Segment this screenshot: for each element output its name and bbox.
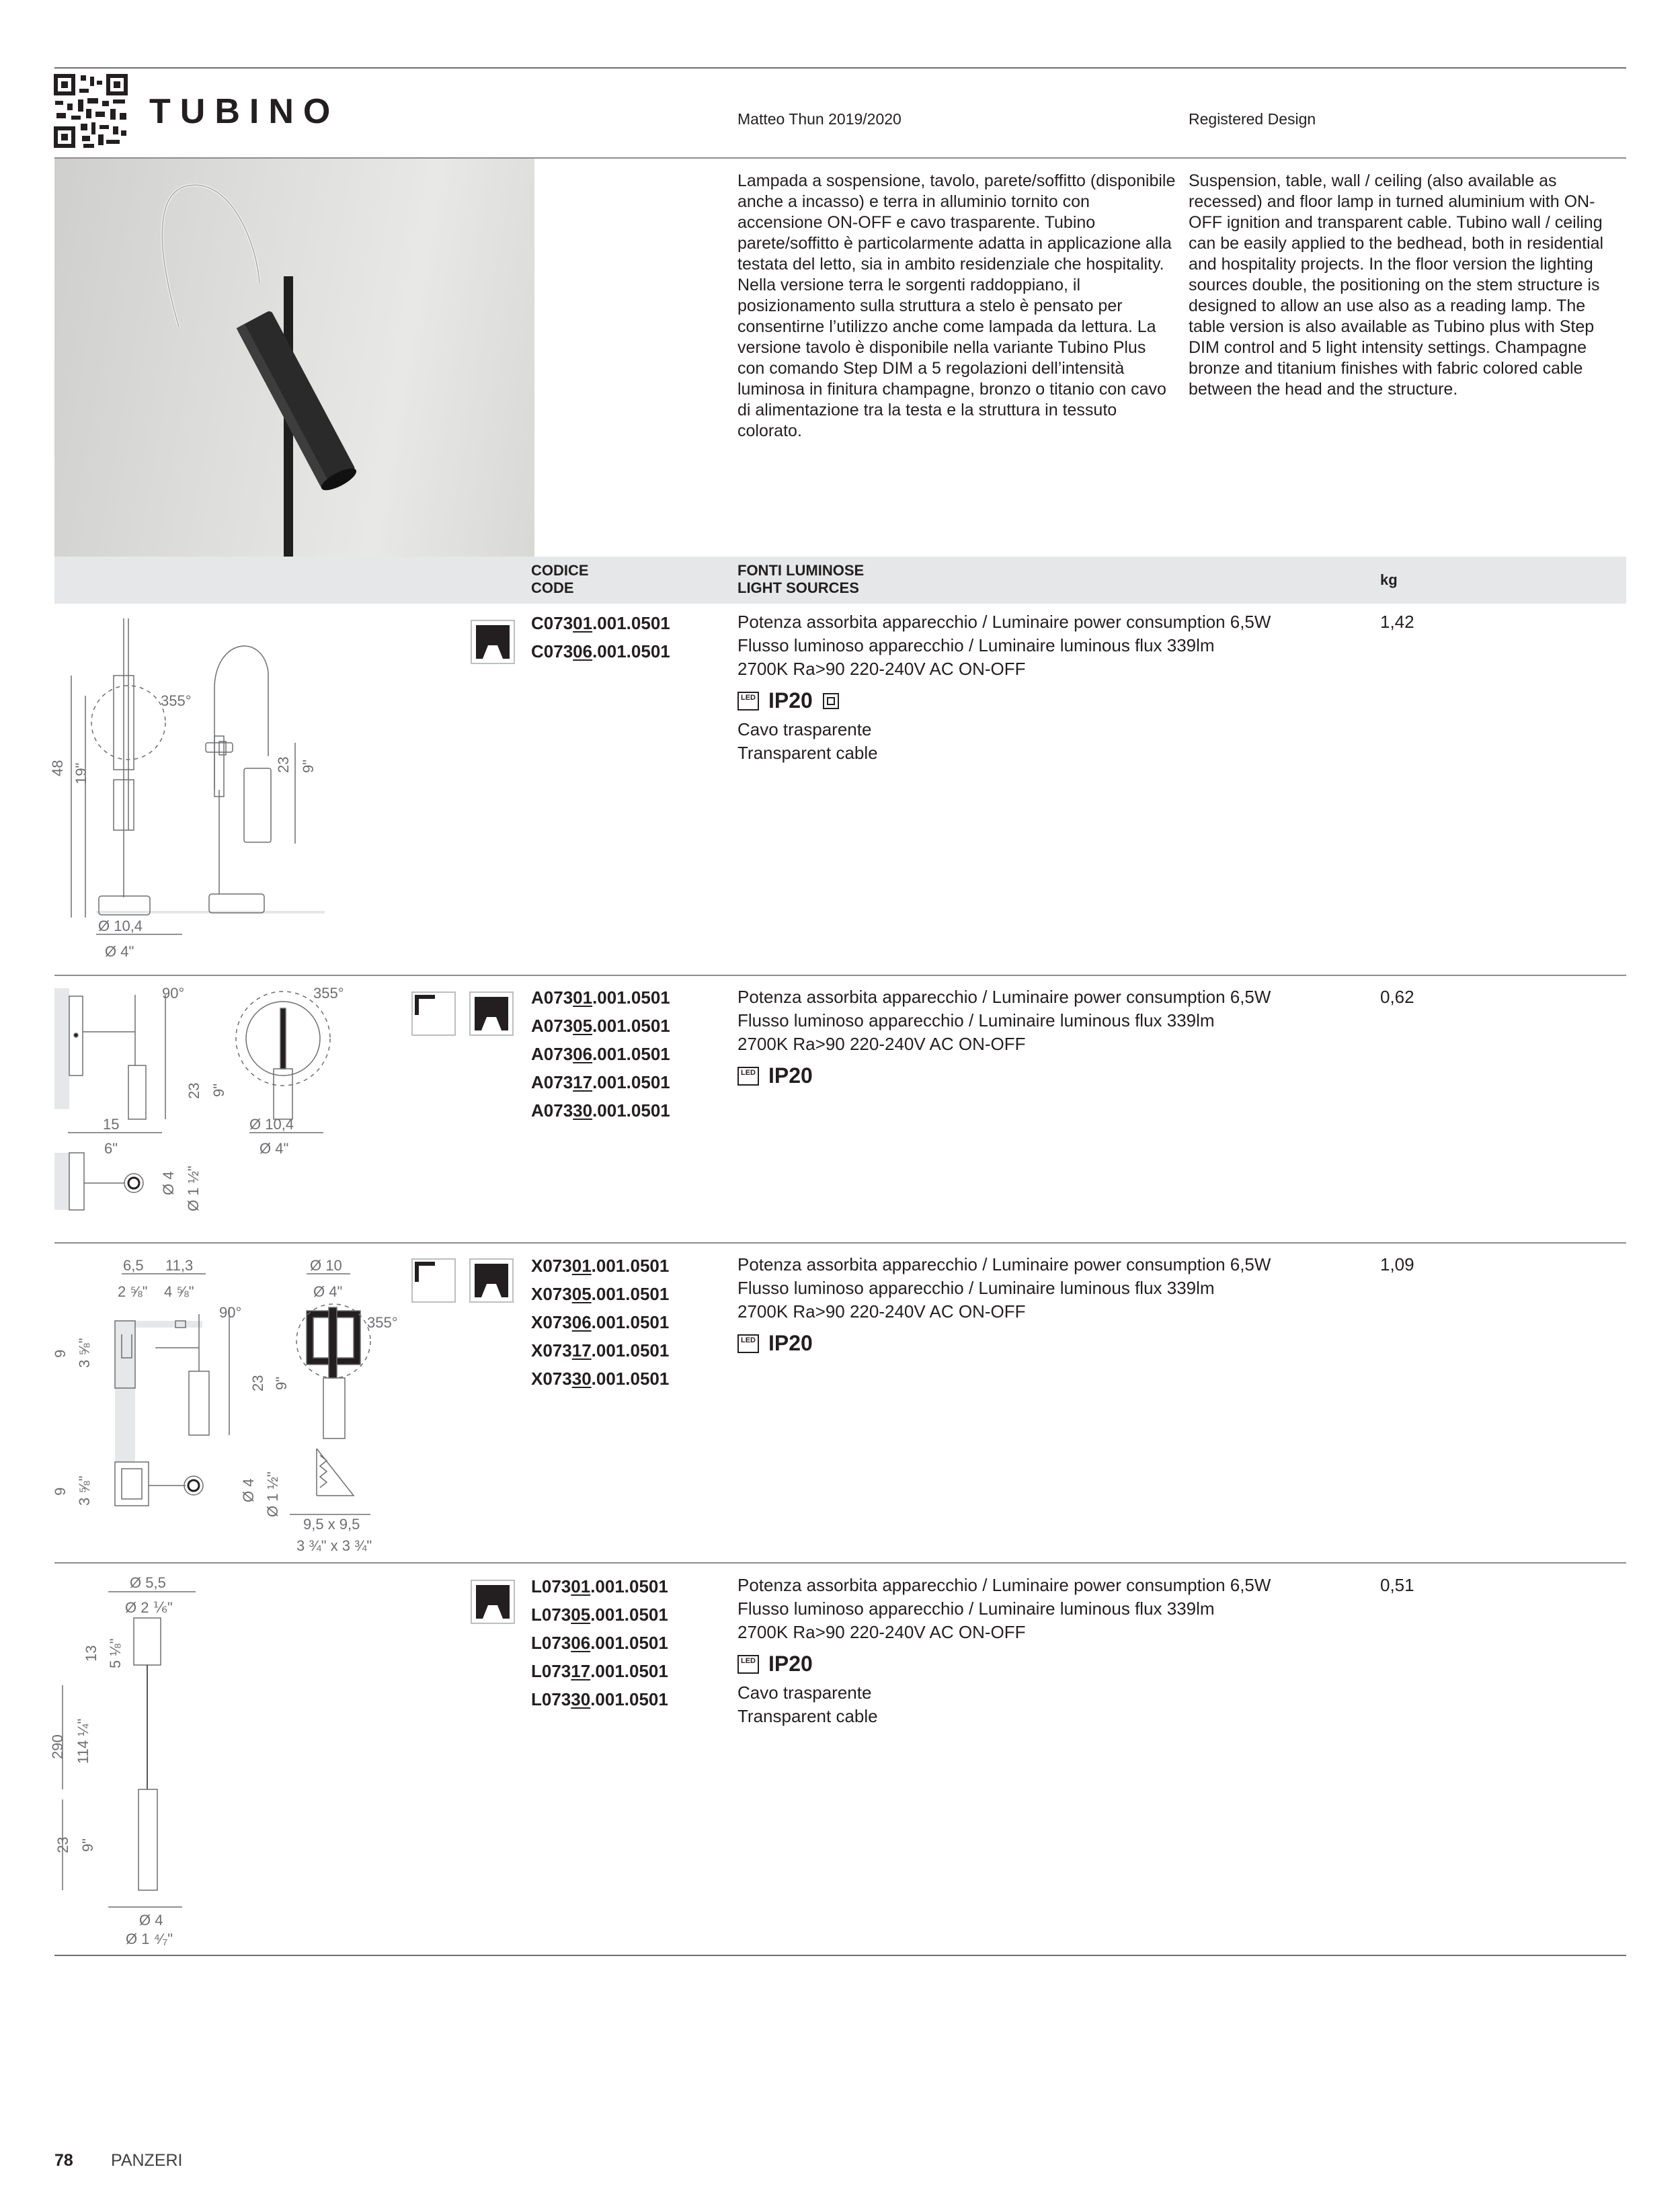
row2-dim-tube-in: Ø 1 ½" <box>185 1166 202 1211</box>
header-code-en: CODE <box>531 579 574 596</box>
row4-dim-canopy-height-in: 5 ⅛" <box>107 1638 124 1668</box>
row2-code-list <box>531 983 670 1125</box>
row3-ceiling-mount-icon <box>469 1258 514 1303</box>
row2-code-5: A07330.001.0501 <box>531 1100 670 1121</box>
row3-code-2: X07305.001.0501 <box>531 1284 670 1304</box>
row4-weight: 0,51 <box>1380 1575 1414 1595</box>
row3-code-3: X07306.001.0501 <box>531 1312 670 1332</box>
row4-code-4: L07317.001.0501 <box>531 1661 668 1681</box>
row4-technical-drawing <box>49 1568 458 1957</box>
row1-dim-base-in: Ø 4" <box>105 943 134 960</box>
row1-dim-total-height: 48 <box>49 760 66 776</box>
row4-code-list <box>531 1572 668 1713</box>
row4-dim-cable-in: 114 ¼" <box>75 1718 91 1764</box>
registered-design-label: Registered Design <box>1189 110 1316 128</box>
led-icon: LED <box>737 1334 759 1353</box>
row3-code-4: X07317.001.0501 <box>531 1340 670 1361</box>
row1-code-2: C07306.001.0501 <box>531 641 670 661</box>
row1-dim-head-in: 9" <box>300 759 317 773</box>
row3-dim-c-in: Ø 4" <box>313 1283 343 1300</box>
row2-dim-head: 23 <box>186 1082 202 1099</box>
row3-dim-h1-bottom: 9 <box>52 1487 69 1496</box>
header-weight: kg <box>1380 571 1398 588</box>
row-separator-2 <box>54 1242 1626 1244</box>
row4-suspension-mount-icon <box>471 1580 515 1624</box>
row3-power: Potenza assorbita apparecchio / Luminaire power consumption 6,5W <box>737 1254 1271 1274</box>
row1-dim-base: Ø 10,4 <box>98 918 143 934</box>
row3-dim-a: 6,5 <box>123 1257 144 1274</box>
row3-dim-angle-355: 355° <box>367 1314 398 1331</box>
header-sources <box>737 562 864 597</box>
row3-dim-h1-in: 3 ⅝" <box>76 1338 93 1368</box>
row3-dim-tube: Ø 4 <box>240 1478 257 1502</box>
led-icon: LED <box>737 1067 759 1086</box>
row1-note-it: Cavo trasparente <box>737 719 872 739</box>
description-italian: Lampada a sospensione, tavolo, parete/soffitto (disponibile anche a incasso) e terra in alluminio tornito con accensione ON-OFF e cavo trasparente. Tubino parete/soffitto è particolarmente adatta in applicazione alla testata del letto, sia in ambito residenziale che hospitality. Nella versione terra le sorgenti raddoppiano, il posizionamento sulla struttura a stelo è pensato per consentirne l’utilizzo anche come lampada da lettura. La versione tavolo è disponibile nella variante Tubino Plus con comando Step DIM a 5 regolazioni dell’intensità luminosa in finitura champagne, bronzo o titanio con cavo di alimentazione tra la testa e la struttura in tessuto colorato. <box>737 171 1176 440</box>
footer-brand: PANZERI <box>111 2151 183 2170</box>
row3-flux: Flusso luminoso apparecchio / Luminaire luminous flux 339lm <box>737 1278 1215 1298</box>
row1-ip-rating: IP20 <box>768 688 813 713</box>
row2-code-2: A07305.001.0501 <box>531 1016 670 1036</box>
row2-weight: 0,62 <box>1380 987 1414 1007</box>
row2-code-4: A07317.001.0501 <box>531 1072 670 1092</box>
row1-dim-total-height-in: 19" <box>73 762 89 784</box>
row2-technical-drawing <box>54 981 458 1237</box>
row1-icons <box>737 689 1271 713</box>
row2-code-3: A07306.001.0501 <box>531 1044 670 1064</box>
designer-label: Matteo Thun 2019/2020 <box>737 110 902 128</box>
row3-specs <box>737 1253 1271 1355</box>
row3-dim-cutout: 9,5 x 9,5 <box>303 1516 360 1533</box>
row1-flux: Flusso luminoso apparecchio / Luminaire luminous flux 339lm <box>737 635 1215 655</box>
row4-power: Potenza assorbita apparecchio / Luminaire power consumption 6,5W <box>737 1575 1271 1595</box>
row1-weight: 1,42 <box>1380 612 1414 632</box>
header-code-it: CODICE <box>531 562 589 579</box>
row3-dim-cutout-in: 3 ¾" x 3 ¾" <box>296 1537 372 1554</box>
row3-code-1: X07301.001.0501 <box>531 1256 670 1276</box>
row4-icons <box>737 1652 1271 1676</box>
row4-dim-head-in: 9" <box>79 1838 96 1852</box>
row4-code-3: L07306.001.0501 <box>531 1633 668 1653</box>
row2-ip-rating: IP20 <box>768 1063 813 1088</box>
row3-dim-head: 23 <box>249 1375 266 1391</box>
row1-technical-drawing <box>49 608 471 971</box>
row3-code-list <box>531 1252 669 1393</box>
row1-code-list <box>531 609 670 665</box>
row1-tech: 2700K Ra>90 220-240V AC ON-OFF <box>737 659 1026 679</box>
row4-code-2: L07305.001.0501 <box>531 1605 668 1625</box>
row1-dim-head: 23 <box>275 756 292 773</box>
row2-specs <box>737 985 1271 1088</box>
row4-tech: 2700K Ra>90 220-240V AC ON-OFF <box>737 1622 1026 1642</box>
row4-ip-rating: IP20 <box>768 1652 813 1676</box>
row2-icons <box>737 1064 1271 1088</box>
row3-tech: 2700K Ra>90 220-240V AC ON-OFF <box>737 1301 1026 1322</box>
product-title: TUBINO <box>149 92 340 131</box>
header-code <box>531 562 589 597</box>
row3-dim-angle-90: 90° <box>219 1304 242 1321</box>
page-number: 78 <box>54 2151 73 2170</box>
header-sources-en: LIGHT SOURCES <box>737 579 859 596</box>
description-english: Suspension, table, wall / ceiling (also available as recessed) and floor lamp in turned aluminium with ON-OFF ignition and transparent cable. Tubino wall / ceiling can be easily applied to the bedhead, both in residential and hospitality projects. In the floor version the lighting sources double, the positioning on the stem structure is designed to allow an use also as a reading lamp. The table version is also available as Tubino plus with Step DIM control and 5 light intensity settings. Champagne bronze and titanium finishes with fabric colored cable between the head and the structure. <box>1189 171 1604 399</box>
row4-specs <box>737 1574 1271 1728</box>
row-separator-3 <box>54 1562 1626 1564</box>
row3-dim-h1-bottom-in: 3 ⅝" <box>76 1475 93 1506</box>
led-icon: LED <box>737 692 759 711</box>
row1-code-1: C07301.001.0501 <box>531 613 670 633</box>
row4-note-it: Cavo trasparente <box>737 1682 872 1703</box>
row2-code-1: A07301.001.0501 <box>531 987 670 1008</box>
row2-dim-head-in: 9" <box>210 1083 227 1097</box>
row4-dim-head: 23 <box>54 1836 71 1853</box>
header-sources-it: FONTI LUMINOSE <box>737 562 865 579</box>
row2-flux: Flusso luminoso apparecchio / Luminaire luminous flux 339lm <box>737 1010 1215 1030</box>
row2-ceiling-mount-icon <box>469 991 514 1036</box>
row2-dim-tube: Ø 4 <box>160 1171 177 1195</box>
row2-power: Potenza assorbita apparecchio / Luminaire power consumption 6,5W <box>737 987 1271 1007</box>
product-photo <box>54 159 534 557</box>
row4-dim-cable: 290 <box>49 1734 66 1759</box>
row2-dim-depth: 15 <box>103 1116 120 1133</box>
row2-dim-angle-355: 355° <box>313 985 344 1002</box>
row3-code-5: X07330.001.0501 <box>531 1369 670 1389</box>
row4-code-1: L07301.001.0501 <box>531 1576 668 1596</box>
row3-wall-mount-icon <box>411 1258 456 1303</box>
row3-dim-tube-in: Ø 1 ½" <box>264 1471 281 1517</box>
row3-ip-rating: IP20 <box>768 1331 813 1355</box>
row4-flux: Flusso luminoso apparecchio / Luminaire luminous flux 339lm <box>737 1598 1215 1619</box>
row4-code-5: L07330.001.0501 <box>531 1689 668 1709</box>
top-rule <box>54 67 1626 69</box>
row4-dim-canopy-in: Ø 2 ⅙" <box>125 1599 173 1616</box>
double-insulation-icon <box>822 692 840 710</box>
row3-weight: 1,09 <box>1380 1254 1414 1274</box>
row1-table-mount-icon <box>471 620 515 664</box>
row4-dim-tube: Ø 4 <box>139 1912 163 1929</box>
row1-note-en: Transparent cable <box>737 743 878 763</box>
row4-note-en: Transparent cable <box>737 1706 878 1726</box>
row-separator-1 <box>54 975 1626 976</box>
row3-dim-a-in: 2 ⅝" <box>118 1283 148 1300</box>
row3-dim-c: Ø 10 <box>310 1257 342 1274</box>
row4-dim-tube-in: Ø 1 ⁴⁄₇" <box>126 1931 173 1947</box>
row2-dim-plate-in: Ø 4" <box>259 1140 289 1157</box>
row4-dim-canopy-height: 13 <box>83 1645 99 1662</box>
bottom-rule <box>54 1955 1626 1956</box>
row3-dim-head-in: 9" <box>273 1376 290 1390</box>
row3-dim-h1: 9 <box>52 1349 69 1358</box>
row1-dim-angle: 355° <box>161 692 192 709</box>
row3-icons <box>737 1332 1271 1355</box>
row1-power: Potenza assorbita apparecchio / Luminaire power consumption 6,5W <box>737 612 1271 632</box>
led-icon: LED <box>737 1655 759 1674</box>
row4-dim-canopy: Ø 5,5 <box>130 1574 166 1591</box>
row1-specs <box>737 610 1271 765</box>
row2-dim-depth-in: 6" <box>104 1140 118 1157</box>
row3-dim-b: 11,3 <box>165 1257 194 1274</box>
row2-wall-mount-icon <box>411 991 456 1036</box>
row3-technical-drawing <box>54 1247 458 1556</box>
qr-code-icon <box>54 74 128 148</box>
row3-dim-b-in: 4 ⅝" <box>164 1283 194 1300</box>
row2-tech: 2700K Ra>90 220-240V AC ON-OFF <box>737 1034 1026 1054</box>
row2-dim-plate: Ø 10,4 <box>249 1116 294 1133</box>
row2-dim-angle-90: 90° <box>162 985 185 1002</box>
